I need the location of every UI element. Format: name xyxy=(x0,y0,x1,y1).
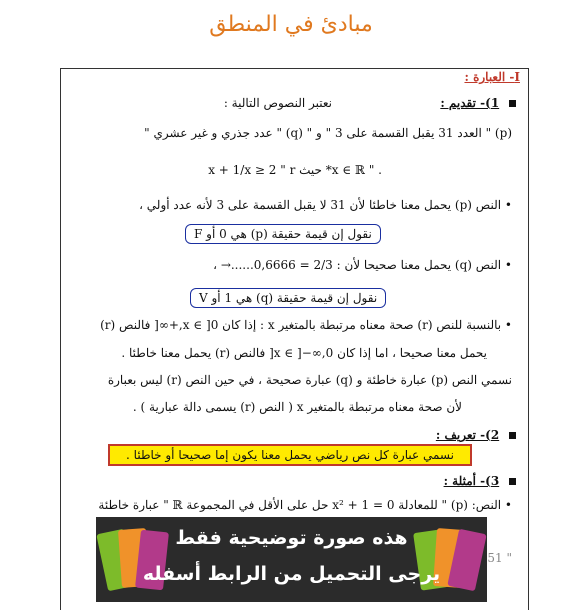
subsection-heading-definition: 2)- تعريف : xyxy=(435,428,500,442)
subsection-examples-row xyxy=(444,474,516,488)
bullet-icon xyxy=(509,100,516,107)
text-r-line4: لأن صحة معناه مرتبطة بالمتغير x ( النص (r) يسمى دالة عبارية ) . xyxy=(132,400,462,414)
text-r-line2: يحمل معنا صحيحا ، اما إذا كان x ∈ ]−∞,0[ فالنص (r) يحمل معنا خاطئا . xyxy=(121,346,487,360)
subsection-heading-intro: 1)- تقديم : xyxy=(440,96,500,110)
intro-text: نعتبر النصوص التالية : xyxy=(223,96,332,110)
subsection-heading-examples: 3)- أمثلة : xyxy=(443,474,500,488)
truth-value-box-p: نقول إن قيمة حقيقة (p) هي 0 أو F xyxy=(185,224,381,244)
text-q-explanation: • النص (q) يحمل معنا صحيحا لأن : 2/3 = 0,6666......→ ، xyxy=(213,258,512,272)
bullet-icon xyxy=(509,432,516,439)
statement-p-q: (p) " العدد 31 يقبل القسمة على 3 " و " (q) " عدد جذري و غير عشري " xyxy=(144,126,512,140)
page-title: مبادئ في المنطق xyxy=(209,12,373,37)
subsection-definition-row xyxy=(436,428,516,442)
example-2: " 51 xyxy=(487,551,512,565)
example-1: • النص: (p) " للمعادلة x² + 1 = 0 حل على الأقل في المجموعة ℝ " عبارة خاطئة xyxy=(98,498,512,512)
bullet-icon xyxy=(509,478,516,485)
text-r-line1: • بالنسبة للنص (r) صحة معناه مرتبطة بالمتغير x : إذا كان x ∈ ]0,+∞[ فالنص (r) xyxy=(100,318,512,332)
truth-value-box-q: نقول إن قيمة حقيقة (q) هي 1 أو V xyxy=(190,288,386,308)
definition-highlight: نسمي عبارة كل نص رياضي يحمل معنا يكون إما صحيحا أو خاطئا . xyxy=(108,444,472,466)
subsection-intro-row xyxy=(440,96,516,110)
text-r-line3: نسمي النص (p) عبارة خاطئة و (q) عبارة صحيحة ، في حين النص (r) ليس بعبارة xyxy=(107,373,512,387)
overlay-line-1: هذه صورة توضيحية فقط xyxy=(175,527,408,549)
watermark-overlay xyxy=(96,517,487,602)
overlay-line-2: يرجى التحميل من الرابط أسفله xyxy=(142,563,441,585)
text-p-explanation: • النص (p) يحمل معنا خاطئا لأن 31 لا يقبل القسمة على 3 لأنه عدد أولي ، xyxy=(139,198,512,212)
section-heading-statement: I- العبارة : xyxy=(464,70,520,84)
statement-r: . " x ∈ ℝ* حيث x + 1/x ≥ 2 " r xyxy=(208,163,382,177)
